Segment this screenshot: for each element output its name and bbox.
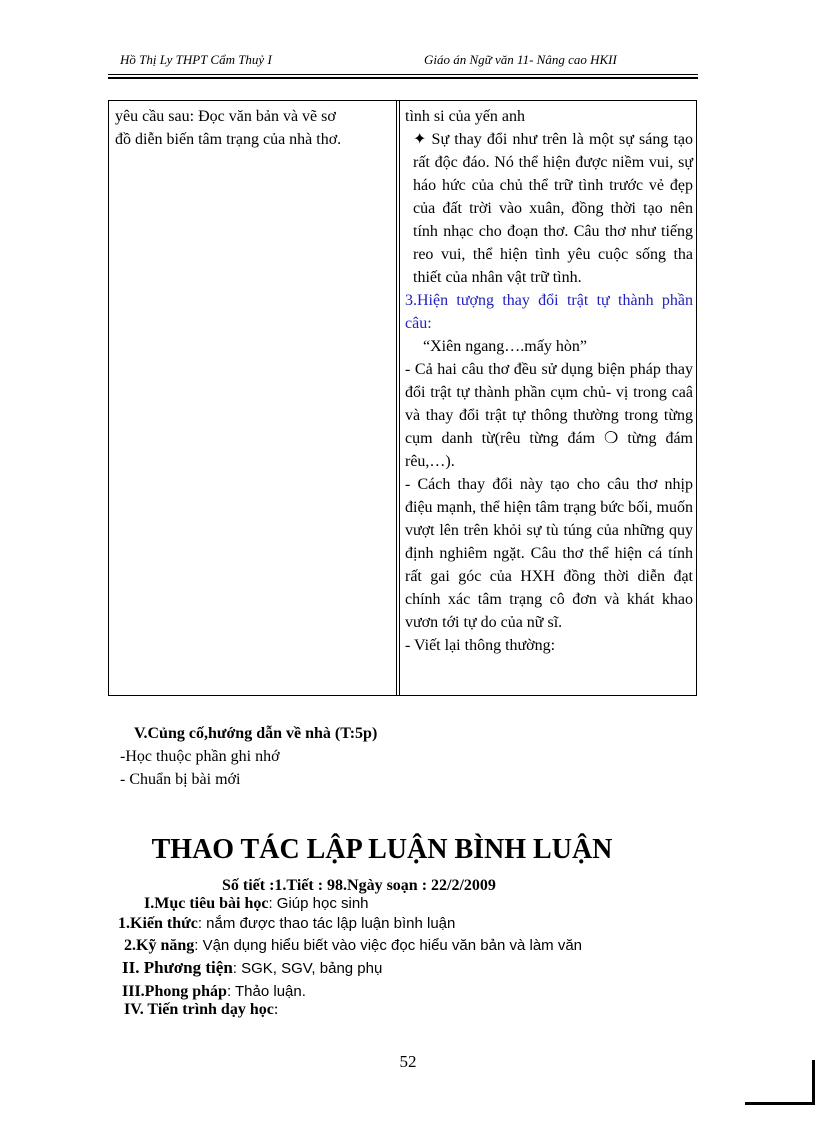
page-shadow-right: [812, 1060, 815, 1105]
method-label: III.Phong pháp: [122, 983, 227, 1000]
process-line: [124, 998, 278, 1021]
means-label: II. Phương tiện: [122, 958, 233, 977]
process-label: IV. Tiến trình dạy học: [124, 1001, 274, 1018]
lesson-title: [0, 834, 816, 866]
left-line-1: yêu cầu sau: Đọc văn bản và vẽ sơ: [115, 108, 336, 125]
skill-line: [124, 934, 582, 957]
header-course: Giáo án Ngữ văn 11- Nâng cao HKII: [424, 52, 617, 67]
process-text: :: [273, 1001, 279, 1018]
star-bullet-icon: ✦: [413, 131, 427, 148]
right-para-4: - Viết lại thông thường:: [405, 637, 556, 654]
header-author: Hồ Thị Ly THPT Cẩm Thuỷ I: [120, 52, 272, 67]
right-line-1: tình si của yến anh: [405, 108, 525, 125]
knowledge-text: : nắm được thao tác lập luận bình luận: [197, 915, 456, 932]
knowledge-line: [118, 912, 455, 935]
page-header: [0, 52, 816, 72]
right-para-1: [405, 128, 693, 289]
lesson-title-text: THAO TÁC LẬP LUẬN BÌNH LUẬN: [151, 834, 613, 865]
right-para-2: - Cả hai câu thơ đều sử dụng biện pháp thay đổi trật tự thành phần cụm chủ- vị trong caâ và thay đổi trật tự thông thường trong từng cụm danh từ(rêu từng đám ❍ từng đám rêu,…).: [405, 361, 693, 470]
left-line-2: đồ diễn biến tâm trạng của nhà thơ.: [115, 131, 342, 148]
skill-text: : Vận dụng hiểu biết vào việc đọc hiểu văn bản và làm văn: [194, 937, 583, 954]
table-column-divider: [396, 101, 397, 695]
section-5-heading: V.Củng cố,hướng dẫn về nhà (T:5p): [134, 725, 378, 742]
right-para-3: - Cách thay đổi này tạo cho câu thơ nhịp điệu mạnh, thể hiện tâm trạng bức bối, muốn vượt lên trên khỏi sự tù túng của những quy định nghiêm ngặt. Câu thơ thể hiện cá tính rất gai góc của HXH đồng thời diễn đạt chính xác tâm trạng cô đơn và khát khao vươn tới tự do của nữ sĩ.: [405, 476, 693, 631]
table-left-cell: [115, 105, 391, 151]
section-5-item-1: -Học thuộc phần ghi nhớ: [120, 748, 280, 765]
means-line: [122, 956, 382, 980]
goal-text: : Giúp học sinh: [268, 895, 369, 912]
page-number: 52: [399, 1052, 417, 1071]
lesson-table: [108, 100, 697, 696]
lesson-meta: Số tiết :1.Tiết : 98.Ngày soạn : 22/2/2009: [222, 877, 496, 894]
table-right-cell: [405, 105, 693, 657]
page-shadow-bottom: [745, 1102, 815, 1105]
knowledge-label: 1.Kiến thức: [118, 915, 198, 932]
means-text: : SGK, SGV, bảng phụ: [232, 960, 383, 977]
method-text: : Thảo luận.: [226, 983, 306, 1000]
right-quote: “Xiên ngang….mấy hòn”: [423, 338, 587, 355]
table-column-divider-inner: [399, 101, 400, 695]
header-rule: [108, 74, 698, 75]
section-5-item-2: - Chuẩn bị bài mới: [120, 771, 241, 788]
header-rule-thick: [108, 77, 698, 79]
right-heading-3: 3.Hiện tượng thay đổi trật tự thành phần câu:: [405, 292, 693, 332]
goal-label: I.Mục tiêu bài học: [144, 895, 269, 912]
skill-label: 2.Kỹ năng: [124, 937, 195, 954]
right-para-1-text: Sự thay đổi như trên là một sự sáng tạo rất độc đáo. Nó thể hiện được niềm vui, sự háo hức của chủ thể trữ tình trước vẻ đẹp của đất trời vào xuân, đồng thời tạo nên tính nhạc cho đoạn thơ. Câu thơ như tiếng reo vui, thể hiện tình yêu cuộc sống tha thiết của nhân vật trữ tình.: [413, 131, 694, 286]
